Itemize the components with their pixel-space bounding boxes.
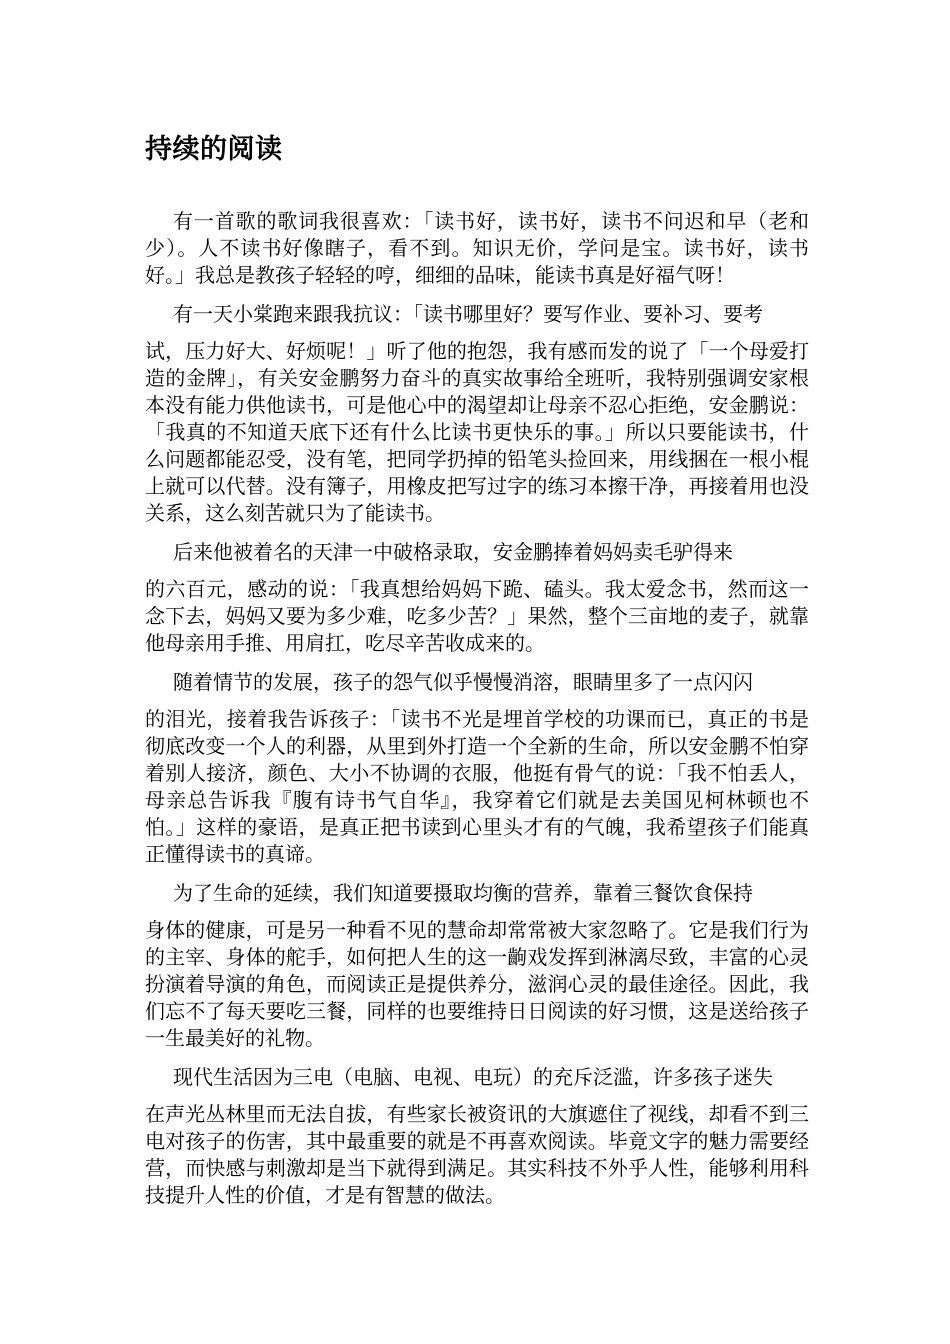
paragraph-text: 的泪光，接着我告诉孩子：「读书不光是埋首学校的功课而已，真正的书是彻底改变一个人的利器，从里到外打造一个全新的生命，所以安金鹏不怕穿着别人接济，颜色、大小不协调的衣服，他挺有骨气的说：「我不怕丢人，母亲总告诉我『腹有诗书气自华』，我穿着它们就是去美国见柯林顿也不怕。」这样的豪语，是真正把书读到心里头才有的气魄，我希望孩子们能真正懂得读书的真谛。 — [145, 707, 809, 866]
paragraph-lead-line: 为了生命的延续，我们知道要摄取均衡的营养，靠着三餐饮食保持 — [173, 881, 753, 905]
paragraph-2 — [145, 301, 809, 527]
paragraph-text: 在声光丛林里而无法自拔，有些家长被资讯的大旗遮住了视线，却看不到三电对孩子的伤害，其中最重要的就是不再喜欢阅读。毕竟文字的魅力需要经营，而快感与刺激却是当下就得到满足。其实科技不外乎人性，能够利用科技提升人性的价值，才是有智慧的做法。 — [145, 1102, 809, 1207]
paragraph-text: 试，压力好大、好烦呢！」听了他的抱怨，我有感而发的说了「一个母爱打造的金牌」，有关安金鹏努力奋斗的真实故事给全班听，我特别强调安家根本没有能力供他读书，可是他心中的渴望却让母亲不忍心拒绝，安金鹏说：「我真的不知道天底下还有什么比读书更快乐的事。」所以只要能读书，什么问题都能忍受，没有笔，把同学扔掉的铅笔头捡回来，用线捆在一根小棍上就可以代替。没有簿子，用橡皮把写过字的练习本擦干净，再接着用也没关系，这么刻苦就只为了能读书。 — [145, 339, 809, 525]
paragraph-text: 身体的健康，可是另一种看不见的慧命却常常被大家忽略了。它是我们行为的主宰、身体的舵手，如何把人生的这一齣戏发挥到淋漓尽致，丰富的心灵扮演着导演的角色，而阅读正是提供养分，滋润心灵的最佳途径。因此，我们忘不了每天要吃三餐，同样的也要维持日日阅读的好习惯，这是送给孩子一生最美好的礼物。 — [145, 918, 809, 1050]
paragraph-lead-line: 后来他被着名的天津一中破格录取，安金鹏捧着妈妈卖毛驴得来 — [173, 540, 733, 564]
paragraph-lead-line: 现代生活因为三电（电脑、电视、电玩）的充斥泛滥，许多孩子迷失 — [173, 1065, 773, 1089]
article-body — [145, 208, 809, 1221]
paragraph-text: 的六百元，感动的说：「我真想给妈妈下跪、磕头。我太爱念书，然而这一念下去，妈妈又要为多少难，吃多少苦？」果然，整个三亩地的麦子，就靠他母亲用手推、用肩扛，吃尽辛苦收成来的。 — [145, 577, 809, 655]
paragraph-4 — [145, 669, 809, 868]
paragraph-text: 有一首歌的歌词我很喜欢：「读书好，读书好，读书不问迟和早（老和少）。人不读书好像瞎子，看不到。知识无价，学问是宝。读书好，读书好。」我总是教孩子轻轻的哼，细细的品味，能读书真是好福气呀！ — [145, 209, 809, 287]
page-title: 持续的阅读 — [145, 134, 283, 165]
paragraph-6 — [145, 1064, 809, 1209]
paragraph-3 — [145, 539, 809, 657]
paragraph-lead-line: 随着情节的发展，孩子的怨气似乎慢慢消溶，眼睛里多了一点闪闪 — [173, 670, 753, 694]
paragraph-1 — [145, 208, 809, 289]
paragraph-lead-line: 有一天小棠跑来跟我抗议：「读书哪里好？要写作业、要补习、要考 — [173, 302, 763, 326]
paragraph-5 — [145, 880, 809, 1052]
